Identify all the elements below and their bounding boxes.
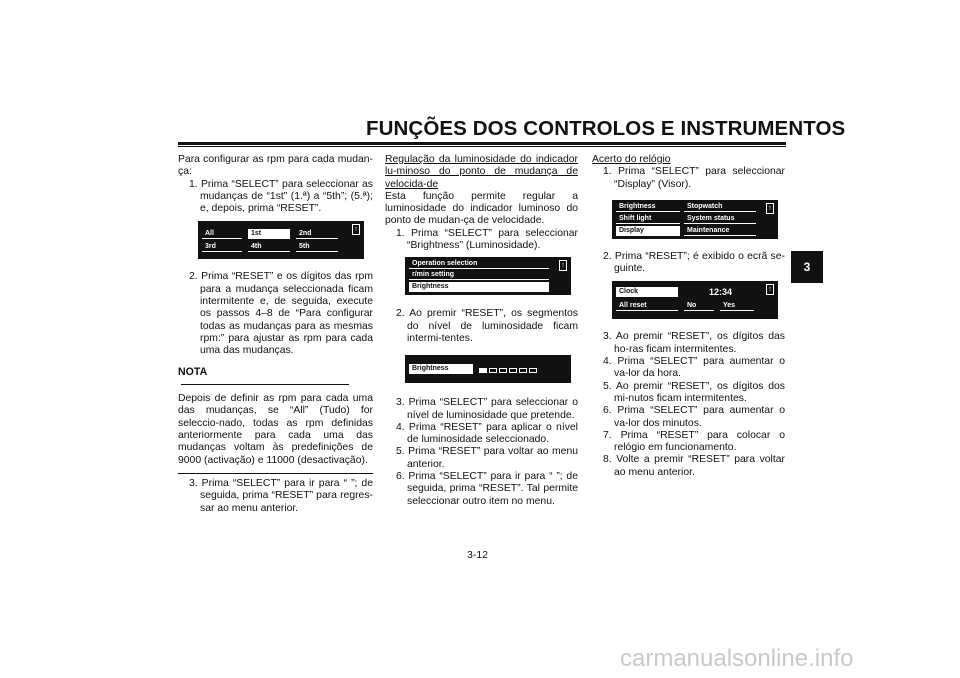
- col1-step-2: 2. Prima “RESET” e os dígitos das rpm para a mudança seleccionada ficam intermitente e, de seguida, execute os passos 4–8 de “Para configurar todas as mudanças para as mesmas rpm:” para ajustar as rpm para cada uma das mudanças.: [189, 271, 373, 357]
- col3-step-1: 1. Prima “SELECT” para seleccionar “Display” (Visor).: [603, 166, 785, 190]
- col3-step-6: 6. Prima “SELECT” para aumentar o va-lor dos minutos.: [603, 405, 785, 429]
- lcd-cell-5th: 5th: [296, 242, 338, 252]
- lcd-cell-stopwatch: Stopwatch: [684, 202, 756, 212]
- column-2: [385, 154, 578, 508]
- brightness-segment: [519, 368, 527, 373]
- lcd-cell-shift-light: Shift light: [616, 214, 680, 224]
- lcd-cell-2nd: 2nd: [296, 229, 338, 239]
- lcd-cell-4th: 4th: [248, 242, 290, 252]
- nota-text: Depois de definir as rpm para cada uma das mudanças, se “All” (Tudo) for seleccio-nado, todas as rpm definidas anteriormente para cada uma das mudanças voltam às predefinições de 9000 (activação) e 11000 (desactivação).: [178, 393, 373, 466]
- brightness-segment: [489, 368, 497, 373]
- col3-lcd2-wrap: [592, 275, 785, 331]
- brightness-segments: [479, 365, 539, 377]
- col2-step-3: 3. Prima “SELECT” para seleccionar o nível de luminosidade que pretende.: [396, 397, 578, 421]
- col3-step-3: 3. Ao premir “RESET”, os dígitos das ho-ras ficam intermitentes.: [603, 331, 785, 355]
- col3-lcd1-wrap: [592, 191, 785, 251]
- col3-heading: Acerto do relógio: [592, 154, 671, 165]
- col3-step-4: 4. Prima “SELECT” para aumentar o va-lor da hora.: [603, 356, 785, 380]
- lcd-cell-1st: 1st: [248, 229, 290, 239]
- watermark: carmanualsonline.info: [620, 645, 854, 672]
- column-1: [178, 154, 373, 515]
- col2-intro: Esta função permite regular a luminosidade do indicador luminoso do ponto de mudan-ça de velocidade.: [385, 190, 578, 227]
- display-menu-lcd: [612, 200, 778, 239]
- brightness-segment: [509, 368, 517, 373]
- nota-end-divider: [178, 473, 373, 474]
- col2-heading: Regulação da luminosidade do indicador lu-minoso do ponto de mudança de velocida-de: [385, 154, 578, 190]
- return-icon: ↑: [766, 203, 774, 214]
- col2-step-6: 6. Prima “SELECT” para ir para “ ”; de seguida, prima “RESET”. Tal permite seleccionar outro item no menu.: [396, 471, 578, 507]
- header-rule-thin: [178, 146, 786, 147]
- page-number: 3-12: [467, 549, 489, 561]
- lcd-yes: Yes: [720, 301, 754, 311]
- lcd-clock-label: Clock: [616, 287, 678, 297]
- lcd-no: No: [684, 301, 714, 311]
- lcd-cell-brightness: Brightness: [616, 202, 680, 212]
- column-3: [592, 154, 785, 479]
- lcd-cell-system-status: System status: [684, 214, 756, 224]
- page-header-title: FUNÇÕES DOS CONTROLOS E INSTRUMENTOS: [366, 117, 846, 140]
- nota-label: NOTA: [178, 365, 208, 378]
- col3-step-7: 7. Prima “RESET” para colocar o relógio em funcionamento.: [603, 429, 785, 454]
- col1-step-3: 3. Prima “SELECT” para ir para “ ”; de seguida, prima “RESET” para regres-sar ao menu anterior.: [189, 477, 373, 514]
- col3-step-5: 5. Ao premir “RESET”, os dígitos dos mi-nutos ficam intermitentes.: [603, 380, 785, 404]
- lcd-brightness-label: Brightness: [409, 364, 473, 374]
- return-icon: ↑: [352, 224, 360, 235]
- return-icon: ↑: [559, 260, 567, 271]
- lcd-row-brightness: Brightness: [409, 282, 549, 292]
- nota-header: [178, 366, 373, 392]
- col2-step-1: 1. Prima “SELECT” para seleccionar “Brightness” (Luminosidade).: [396, 227, 578, 252]
- brightness-segment: [529, 368, 537, 373]
- lcd-clock-time: 12:34: [709, 287, 733, 298]
- col2-lcd1-wrap: [385, 252, 578, 308]
- lcd-cell-display: Display: [616, 226, 680, 236]
- col2-step-4: 4. Prima “RESET” para aplicar o nível de luminosidade seleccionado.: [396, 421, 578, 446]
- col1-intro: Para configurar as rpm para cada mudan-ça:: [178, 154, 373, 178]
- brightness-level-lcd: [405, 355, 571, 383]
- return-icon: ↑: [766, 284, 774, 295]
- lcd-cell-3rd: 3rd: [202, 242, 242, 252]
- header-rule: [178, 142, 786, 145]
- brightness-segment: [499, 368, 507, 373]
- lcd-row-rmin: r/min setting: [409, 270, 549, 280]
- gear-select-lcd: [198, 221, 364, 259]
- col3-step-2: 2. Prima “RESET”; é exibido o ecrã se-guinte.: [603, 250, 785, 275]
- col3-step-8: 8. Volte a premir “RESET” para voltar ao menu anterior.: [603, 454, 785, 478]
- chapter-tab: 3: [791, 251, 823, 283]
- col1-lcd-wrap: [178, 215, 373, 271]
- operation-menu-lcd: [405, 257, 571, 295]
- clock-lcd: [612, 281, 778, 319]
- col2-step-2: 2. Ao premir “RESET”, os segmentos do nível de luminosidade ficam intermi-tentes.: [396, 308, 578, 344]
- lcd-all-reset: All reset: [616, 301, 678, 311]
- col2-step-5: 5. Prima “RESET” para voltar ao menu anterior.: [396, 446, 578, 470]
- lcd-cell-maintenance: Maintenance: [684, 226, 756, 236]
- col1-step-1: 1. Prima “SELECT” para seleccionar as mudanças de “1st” (1.ª) a “5th”; (5.ª); e, depois, prima “RESET”.: [189, 178, 373, 215]
- nota-divider: [181, 384, 349, 385]
- lcd-row-operation: Operation selection: [409, 259, 549, 269]
- col2-lcd2-wrap: [385, 345, 578, 397]
- brightness-segment: [479, 368, 487, 373]
- lcd-cell-all: All: [202, 229, 242, 239]
